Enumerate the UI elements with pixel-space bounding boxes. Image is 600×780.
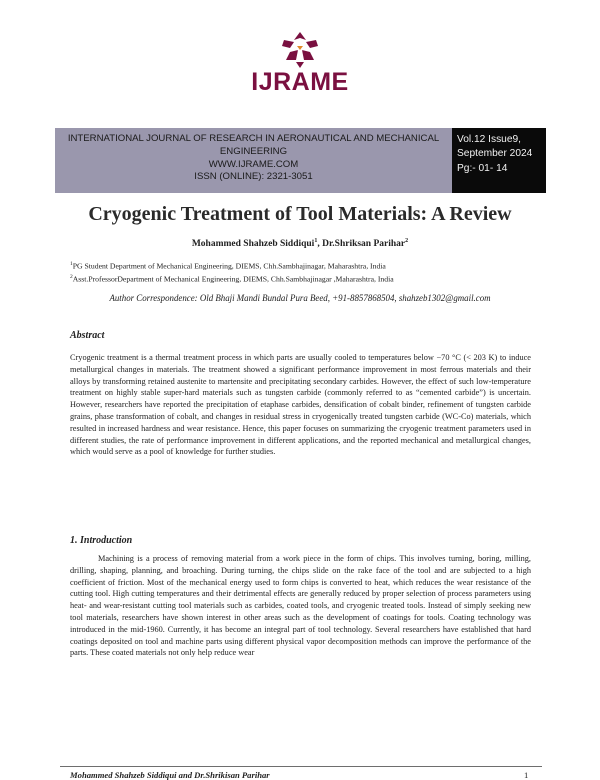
journal-issn: ISSN (ONLINE): 2321-3051 — [194, 171, 313, 183]
journal-name-line2: ENGINEERING — [219, 145, 288, 157]
issue-date: September 2024 — [457, 148, 533, 160]
affiliation-1 — [70, 259, 394, 272]
affiliation-2-sup: 2 — [70, 274, 73, 281]
abstract-heading: Abstract — [70, 330, 105, 341]
footer-authors: Mohammed Shahzeb Siddiqui and Dr.Shrikisan Parihar — [70, 770, 270, 780]
page-number: 1 — [524, 770, 529, 780]
affiliation-2 — [70, 272, 394, 285]
affiliation-1-text: PG Student Department of Mechanical Engineering, DIEMS, Chh.Sambhajinagar, Maharashtra, India — [72, 261, 386, 271]
author-1: Mohammed Shahzeb Siddiqui — [191, 239, 315, 250]
footer-divider — [60, 766, 542, 767]
introduction-body — [70, 553, 531, 659]
logo-wordmark: IJRAME — [251, 68, 349, 96]
abstract-body: Cryogenic treatment is a thermal treatment process in which parts are usually cooled to temperatures below −70 °C (< 203 K) to induce metallurgical changes in materials. The treatment showed a significant performance improvement in most ferrous materials and their alloys by transforming retained austenite to martensite and precipitating secondary carbides. However, the effect of such low-temperature treatment on highly stable super-hard materials such as tungsten carbide (commonly referred to as “cemented carbide”) is uncertain. However, researchers have reported the precipitation of etaphase carbides, densification of cobalt binder, refinement of tungsten carbide grains, phase transformation of cobalt, and changes in residual stress in cryogenically treated tungsten carbide (WC-Co) materials, which resulted in increased hardness and wear resistance. Hence, this paper focuses on summarizing the cryogenic treatment parameters used in different studies, the rate of performance improvement in different applications, and the reported mechanical and metallurgical changes, which would serve as a pool of knowledge for further studies. — [70, 353, 531, 457]
affiliation-1-sup: 1 — [70, 261, 73, 267]
logo-emblem-icon — [278, 30, 322, 70]
journal-info — [55, 128, 452, 193]
journal-website: WWW.IJRAME.COM — [208, 158, 299, 170]
author-1-sup: 1 — [314, 238, 318, 244]
affiliation-2-text: Asst.ProfessorDepartment of Mechanical Engineering, DIEMS, Chh.Sambhajinagar ,Maharashtra, India — [72, 274, 394, 284]
journal-logo — [0, 30, 600, 97]
page-range: Pg:- 01- 14 — [457, 162, 508, 174]
introduction-paragraph: Machining is a process of removing material from a work piece in the form of chips. This involves turning, boring, milling, drilling, shaping, planning, and broaching. During turning, the chips slide on the rake face of the tool and are subjected to a high coefficient of friction. Most of the mechanical energy used to form chips is converted to heat, which reduces the wear resistance of the cutting tool. High cutting temperatures and their detrimental effects are generally reduced by proper selection of process parameters using heat- and wear-resistant cutting tool materials such as carbides, coated tools, and cryogenic treated tools. Instead of simply seeking new tool materials, researchers have shown interest in other areas such as the development of coatings for tools. Coating technology was introduced in the mid-1960. Currently, it has become an integral part of tool technology. Several researchers have established that hard coatings deposited on tool and machine parts using different physical vapor decomposition methods can improve the performance of the parts. These coated materials not only help reduce wear — [70, 554, 531, 658]
issue-info — [452, 128, 546, 193]
author-list — [0, 238, 600, 249]
author-2-sup: 2 — [405, 238, 409, 244]
journal-name-line1: INTERNATIONAL JOURNAL OF RESEARCH IN AERONAUTICAL AND MECHANICAL — [67, 133, 440, 144]
author-separator: , — [317, 239, 323, 250]
introduction-heading: 1. Introduction — [70, 535, 133, 546]
paper-title: Cryogenic Treatment of Tool Materials: A Review — [88, 203, 512, 225]
author-correspondence: Author Correspondence: Old Bhaji Mandi Bundal Pura Beed, +91-8857868504, shahzeb1302@gmail.com — [109, 293, 491, 303]
volume-issue: Vol.12 Issue9, — [457, 134, 521, 145]
affiliations — [70, 259, 394, 285]
author-2: Dr.Shriksan Parihar — [322, 239, 406, 250]
journal-banner — [55, 128, 546, 193]
